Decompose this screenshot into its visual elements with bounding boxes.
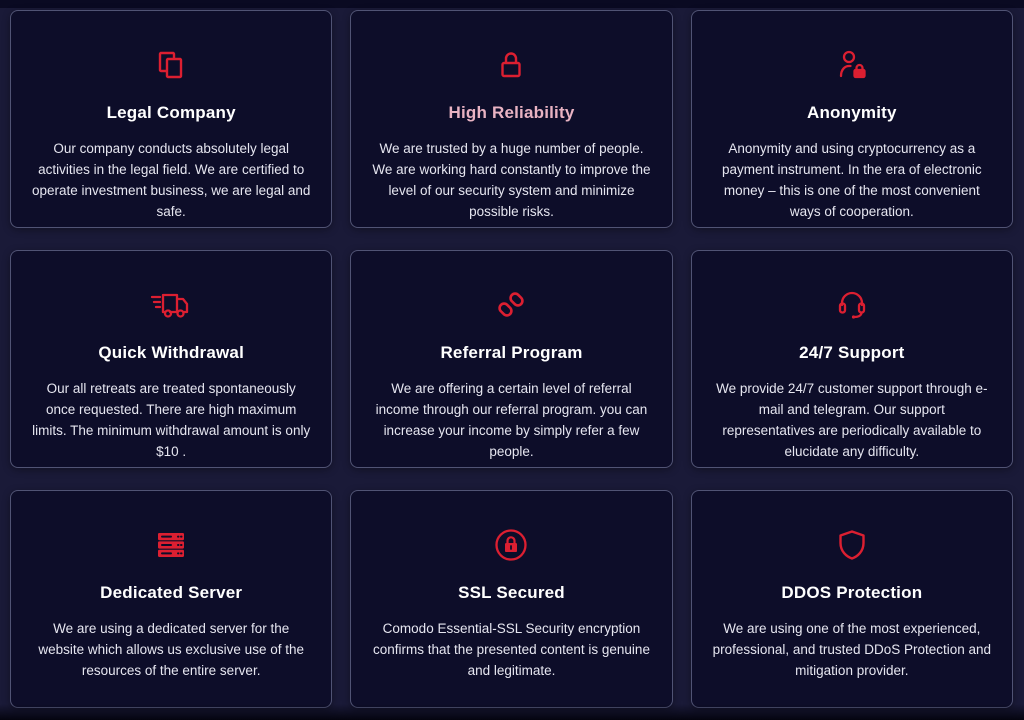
- feature-card-24-7-support: [691, 250, 1013, 468]
- feature-card-dedicated-server: [10, 490, 332, 708]
- card-description: Anonymity and using cryptocurrency as a payment instrument. In the era of electronic money – this is one of the most convenient ways of cooperation.: [722, 141, 982, 219]
- user-lock-icon: [712, 47, 992, 83]
- feature-card-ddos-protection: [691, 490, 1013, 708]
- card-description: Our all retreats are treated spontaneously once requested. There are high maximum limits. The minimum withdrawal amount is only $10 .: [32, 381, 311, 459]
- features-grid: [10, 10, 1013, 708]
- card-title: Dedicated Server: [100, 583, 243, 602]
- shipping-truck-icon: [31, 287, 311, 323]
- ssl-lock-icon: [371, 527, 651, 563]
- card-title: SSL Secured: [458, 583, 565, 602]
- shield-icon: [712, 527, 992, 563]
- card-description: We are using one of the most experienced, professional, and trusted DDoS Protection and mitigation provider.: [712, 621, 992, 678]
- feature-card-anonymity: [691, 10, 1013, 228]
- lock-icon: [371, 47, 651, 83]
- feature-card-high-reliability: [350, 10, 672, 228]
- feature-card-legal-company: [10, 10, 332, 228]
- card-description: Comodo Essential-SSL Security encryption confirms that the presented content is genuine and legitimate.: [373, 621, 650, 678]
- feature-card-ssl-secured: [350, 490, 672, 708]
- card-title: High Reliability: [448, 103, 575, 122]
- top-strip: [0, 0, 1024, 8]
- chain-link-icon: [371, 287, 651, 323]
- feature-card-quick-withdrawal: [10, 250, 332, 468]
- card-title: DDOS Protection: [781, 583, 923, 602]
- card-title: Referral Program: [440, 343, 583, 362]
- card-title: Quick Withdrawal: [98, 343, 244, 362]
- card-description: Our company conducts absolutely legal activities in the legal field. We are certified to operate investment business, we are legal and safe.: [31, 141, 311, 219]
- card-description: We are using a dedicated server for the website which allows us exclusive use of the resources of the entire server.: [38, 621, 304, 678]
- headset-icon: [712, 287, 992, 323]
- server-icon: [31, 527, 311, 563]
- card-title: Anonymity: [807, 103, 897, 122]
- card-title: Legal Company: [106, 103, 236, 122]
- feature-card-referral-program: [350, 250, 672, 468]
- card-description: We are trusted by a huge number of people. We are working hard constantly to improve the level of our security system and minimize possible risks.: [372, 141, 651, 219]
- card-title: 24/7 Support: [799, 343, 905, 362]
- card-description: We are offering a certain level of referral income through our referral program. you can increase your income by simply refer a few people.: [375, 381, 648, 459]
- card-description: We provide 24/7 customer support through e-mail and telegram. Our support representatives are periodically available to elucidate any difficulty.: [716, 381, 988, 459]
- copy-icon: [31, 47, 311, 83]
